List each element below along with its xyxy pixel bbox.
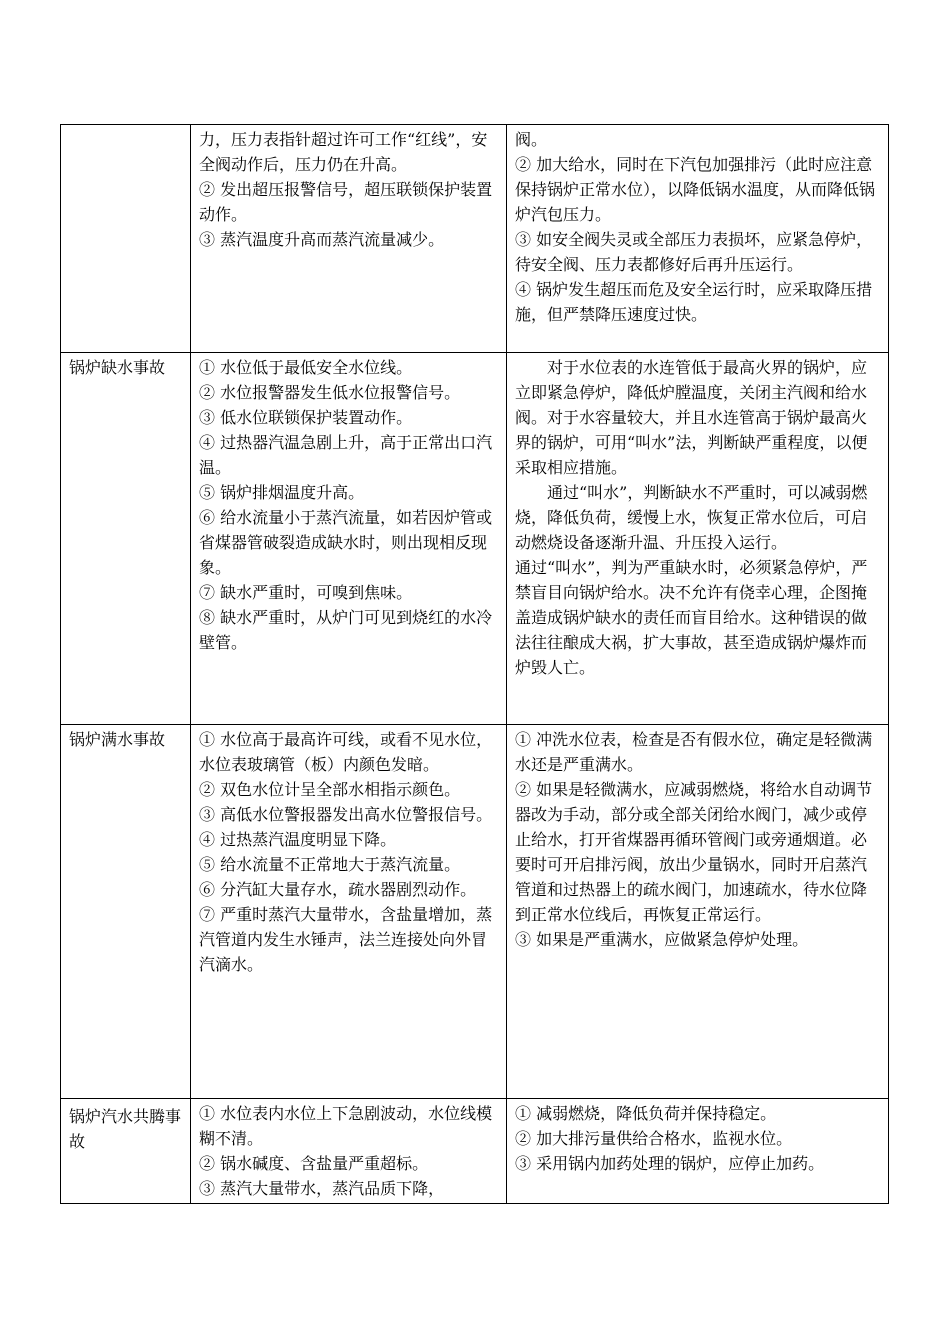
symptoms-cell xyxy=(191,125,507,353)
symptom-line: ③ 蒸汽大量带水，蒸汽品质下降， xyxy=(199,1179,445,1198)
symptom-line: ① 水位低于最低安全水位线。 xyxy=(199,358,413,377)
handling-line: 通过“叫水”，判为严重缺水时，必须紧急停炉，严禁盲目向锅炉给水。决不允许有侥幸心理，企图掩盖造成锅炉缺水的责任而盲目给水。这种错误的做法往往酿成大祸，扩大事故，甚至造成锅炉爆炸而炉毁人亡。 xyxy=(515,558,868,677)
symptom-line: ⑦ 严重时蒸汽大量带水，含盐量增加，蒸汽管道内发生水锤声，法兰连接处向外冒汽滴水。 xyxy=(199,905,493,974)
symptom-line: ② 水位报警器发生低水位报警信号。 xyxy=(199,383,461,402)
handling-line: ③ 采用锅内加药处理的锅炉，应停止加药。 xyxy=(515,1154,825,1173)
handling-cell xyxy=(507,725,889,1099)
handling-line: ② 如果是轻微满水，应减弱燃烧，将给水自动调节器改为手动，部分或全部关闭给水阀门，减少或停止给水，打开省煤器再循环管阀门或旁通烟道。必要时可开启排污阀，放出少量锅水，同时开启蒸汽管道和过热器上的疏水阀门，加速疏水，待水位降到正常水位线后，再恢复正常运行。 xyxy=(515,780,873,924)
symptom-line: ② 双色水位计呈全部水相指示颜色。 xyxy=(199,780,461,799)
handling-line: 对于水位表的水连管低于最高火界的锅炉，应立即紧急停炉，降低炉膛温度，关闭主汽阀和给水阀。对于水容量较大，并且水连管高于锅炉最高火界的锅炉，可用“叫水”法，判断缺严重程度，以便采取相应措施。 xyxy=(515,358,868,477)
handling-line: ③ 如安全阀失灵或全部压力表损坏，应紧急停炉，待安全阀、压力表都修好后再升压运行。 xyxy=(515,230,873,274)
symptom-line: ⑤ 锅炉排烟温度升高。 xyxy=(199,483,365,502)
symptom-line: ⑦ 缺水严重时，可嗅到焦味。 xyxy=(199,583,413,602)
handling-line: 通过“叫水”，判断缺水不严重时，可以减弱燃烧，降低负荷，缓慢上水，恢复正常水位后，可启动燃烧设备逐渐升温、升压投入运行。 xyxy=(515,483,868,552)
symptoms-cell xyxy=(191,353,507,725)
handling-line: ③ 如果是严重满水，应做紧急停炉处理。 xyxy=(515,930,809,949)
symptoms-cell xyxy=(191,725,507,1099)
symptom-line: ⑥ 分汽缸大量存水，疏水器剧烈动作。 xyxy=(199,880,477,899)
handling-line: ① 减弱燃烧，降低负荷并保持稳定。 xyxy=(515,1104,777,1123)
handling-line: ① 冲洗水位表，检查是否有假水位，确定是轻微满水还是严重满水。 xyxy=(515,730,873,774)
symptom-line: ③ 低水位联锁保护装置动作。 xyxy=(199,408,413,427)
symptom-line: ③ 蒸汽温度升高而蒸汽流量减少。 xyxy=(199,230,445,249)
symptom-line: ② 锅水碱度、含盐量严重超标。 xyxy=(199,1154,429,1173)
handling-line: 阀。 xyxy=(515,130,548,149)
accident-name-cell: 锅炉满水事故 xyxy=(61,725,191,1099)
symptom-line: ⑤ 给水流量不正常地大于蒸汽流量。 xyxy=(199,855,461,874)
symptom-line: ① 水位表内水位上下急剧波动，水位线模糊不清。 xyxy=(199,1104,493,1148)
accident-name-cell xyxy=(61,125,191,353)
handling-line: ② 加大给水，同时在下汽包加强排污（此时应注意保持锅炉正常水位），以降低锅水温度，从而降低锅炉汽包压力。 xyxy=(515,155,876,224)
symptoms-cell xyxy=(191,1099,507,1204)
table-row xyxy=(61,725,889,1099)
symptom-line: 力，压力表指针超过许可工作“红线”，安全阀动作后，压力仍在升高。 xyxy=(199,130,488,174)
handling-line: ② 加大排污量供给合格水，监视水位。 xyxy=(515,1129,793,1148)
handling-line: ④ 锅炉发生超压而危及安全运行时，应采取降压措施，但严禁降压速度过快。 xyxy=(515,280,873,324)
accident-name-cell: 锅炉缺水事故 xyxy=(61,353,191,725)
symptom-line: ⑧ 缺水严重时，从炉门可见到烧红的水冷壁管。 xyxy=(199,608,493,652)
symptom-line: ① 水位高于最高许可线，或看不见水位，水位表玻璃管（板）内颜色发暗。 xyxy=(199,730,493,774)
symptom-line: ② 发出超压报警信号，超压联锁保护装置动作。 xyxy=(199,180,493,224)
handling-cell xyxy=(507,125,889,353)
table-row xyxy=(61,125,889,353)
symptom-line: ③ 高低水位警报器发出高水位警报信号。 xyxy=(199,805,493,824)
handling-cell xyxy=(507,353,889,725)
symptom-line: ④ 过热蒸汽温度明显下降。 xyxy=(199,830,397,849)
handling-cell xyxy=(507,1099,889,1204)
accident-table xyxy=(60,124,889,1204)
accident-name-cell: 锅炉汽水共腾事故 xyxy=(61,1099,191,1204)
symptom-line: ⑥ 给水流量小于蒸汽流量，如若因炉管或省煤器管破裂造成缺水时，则出现相反现象。 xyxy=(199,508,493,577)
table-row xyxy=(61,1099,889,1204)
table-row xyxy=(61,353,889,725)
symptom-line: ④ 过热器汽温急剧上升，高于正常出口汽温。 xyxy=(199,433,493,477)
